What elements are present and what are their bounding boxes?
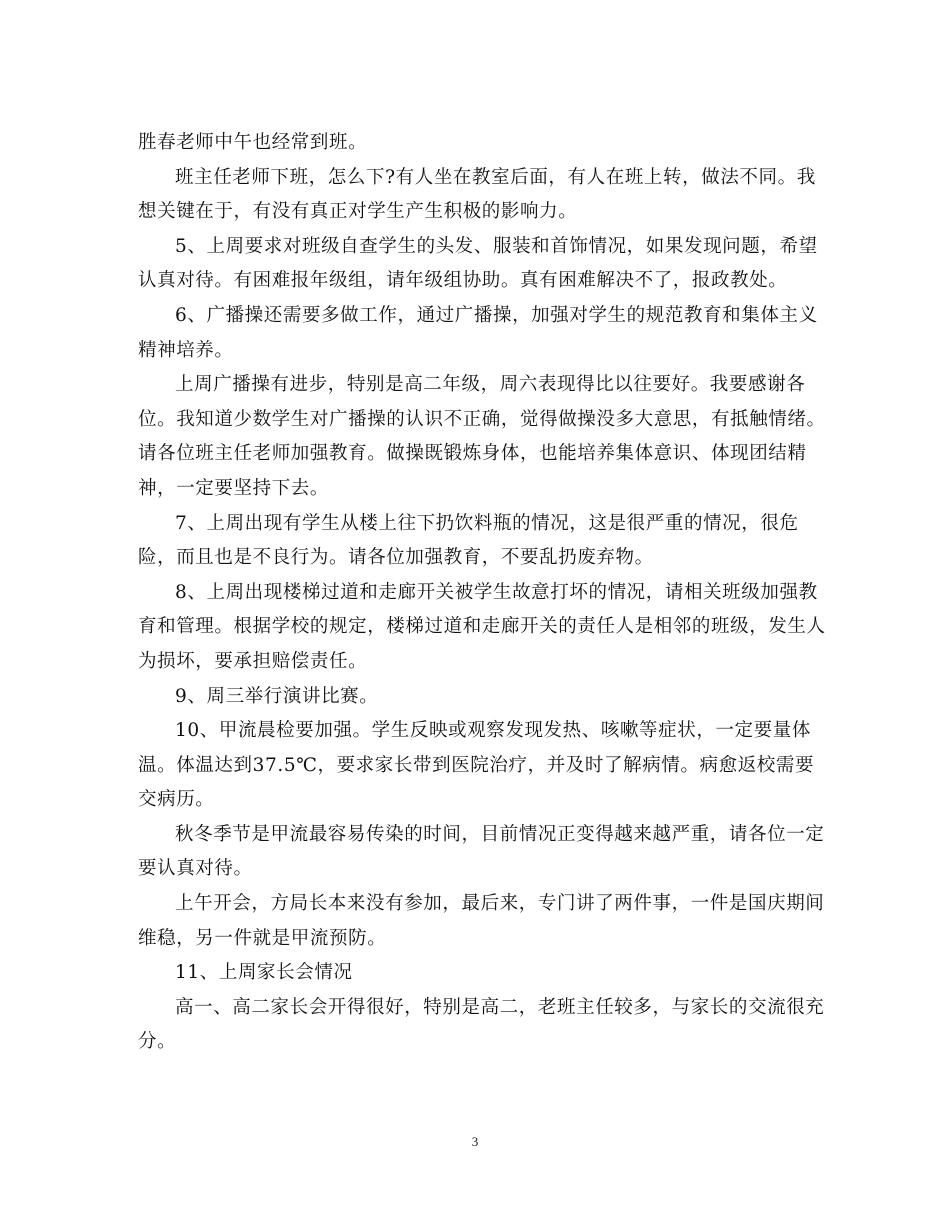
text-line: 要认真对待。 xyxy=(138,858,253,880)
paragraph xyxy=(138,299,818,368)
text-line: 上周广播操有进步，特别是高二年级，周六表现得比以往要好。我要感谢各 xyxy=(175,374,806,396)
text-line: 想关键在于，有没有真正对学生产生积极的影响力。 xyxy=(138,201,578,223)
text-line: 高一、高二家长会开得很好，特别是高二，老班主任较多，与家长的交流很充 xyxy=(175,996,825,1018)
text-line: 6、广播操还需要多做工作，通过广播操，加强对学生的规范教育和集体主义 xyxy=(175,304,818,326)
text-line: 上午开会，方局长本来没有参加，最后来，专门讲了两件事，一件是国庆期间 xyxy=(175,893,825,915)
text-line: 位。我知道少数学生对广播操的认识不正确，觉得做操没多大意思，有抵触情绪。 xyxy=(138,408,826,430)
text-line: 神，一定要坚持下去。 xyxy=(138,477,330,499)
text-line: 育和管理。根据学校的规定，楼梯过道和走廊开关的责任人是相邻的班级，发生人 xyxy=(138,616,826,638)
paragraph xyxy=(138,991,825,1060)
paragraph xyxy=(138,161,818,230)
text-line: 7、上周出现有学生从楼上往下扔饮料瓶的情况，这是很严重的情况，很危 xyxy=(175,512,799,534)
text-line: 险，而且也是不良行为。请各位加强教育，不要乱扔废弃物。 xyxy=(138,547,654,569)
paragraph xyxy=(138,887,825,956)
text-line: 秋冬季节是甲流最容易传染的时间，目前情况正变得越来越严重，请各位一定 xyxy=(175,823,825,845)
paragraph xyxy=(138,818,825,887)
document-body xyxy=(138,126,826,1060)
paragraph xyxy=(138,680,818,715)
paragraph xyxy=(138,576,826,680)
paragraph xyxy=(138,368,826,506)
text-line: 温。体温达到37.5℃，要求家长带到医院治疗，并及时了解病情。病愈返校需要 xyxy=(138,754,815,776)
text-line: 为损坏，要承担赔偿责任。 xyxy=(138,650,368,672)
text-line: 8、上周出现楼梯过道和走廊开关被学生故意打坏的情况，请相关班级加强教 xyxy=(175,581,818,603)
text-line: 胜春老师中午也经常到班。 xyxy=(138,132,368,153)
text-line: 认真对待。有困难报年级组，请年级组协助。真有困难解决不了，报政教处。 xyxy=(138,270,788,292)
text-line: 9、周三举行演讲比赛。 xyxy=(175,685,379,707)
paragraph xyxy=(138,230,818,299)
text-line: 10、甲流晨检要加强。学生反映或观察发现发热、咳嗽等症状，一定要量体 xyxy=(175,720,811,742)
text-line: 精神培养。 xyxy=(138,339,234,361)
text-line: 请各位班主任老师加强教育。做操既锻炼身体，也能培养集体意识、体现团结精 xyxy=(138,443,807,465)
text-line: 班主任老师下班，怎么下?有人坐在教室后面，有人在班上转，做法不同。我 xyxy=(175,166,816,188)
page-number: 3 xyxy=(471,1134,479,1149)
paragraph xyxy=(138,507,818,576)
paragraph xyxy=(138,126,818,161)
text-line: 维稳，另一件就是甲流预防。 xyxy=(138,927,387,949)
text-line: 分。 xyxy=(138,1031,177,1053)
paragraph xyxy=(138,714,818,818)
paragraph xyxy=(138,956,818,991)
text-line: 11、上周家长会情况 xyxy=(175,962,353,984)
text-line: 5、上周要求对班级自查学生的头发、服装和首饰情况，如果发现问题，希望 xyxy=(175,235,818,257)
text-line: 交病历。 xyxy=(138,789,215,811)
